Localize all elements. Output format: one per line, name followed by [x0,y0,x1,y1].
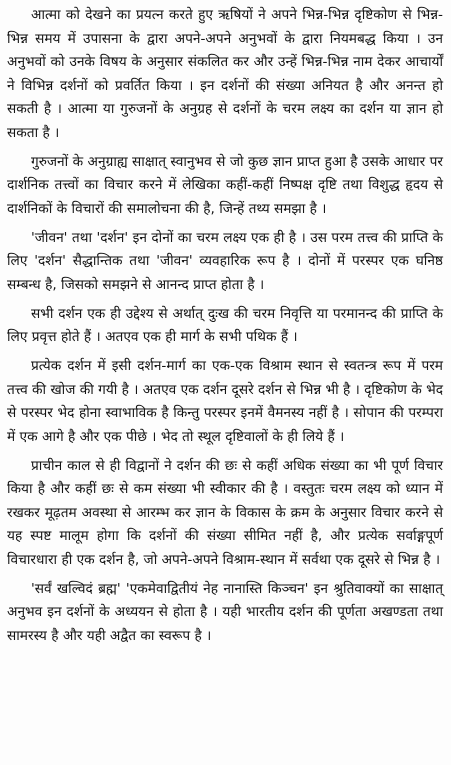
paragraph-4: सभी दर्शन एक ही उद्देश्य से अर्थात् दुःख की चरम निवृत्ति या परमानन्द की प्राप्ति के लिए प्रवृत्त होते हैं । अतएव एक ही मार्ग के सभी पथिक हैं । [7,305,443,345]
paragraph-3: 'जीवन' तथा 'दर्शन' इन दोनों का चरम लक्ष्य एक ही है । उस परम तत्त्व की प्राप्ति के लिए 'दर्शन' सैद्धान्तिक तथा 'जीवन' व्यवहारिक रूप है । दोनों में परस्पर एक घनिष्ठ सम्बन्ध है, जिसको समझने से आनन्द प्राप्त होता है । [7,229,443,293]
paragraph-7: 'सर्वं खल्विदं ब्रह्म' 'एकमेवाद्वितीयं नेह नानास्ति किञ्चन' इन श्रुतिवाक्यों का साक्षात् अनुभव इन दर्शनों के अध्ययन से होता है । यही भारतीय दर्शन की पूर्णता अखण्डता तथा सामरस्य है और यही अद्वैत का स्वरूप है । [7,580,443,644]
paragraph-1: आत्मा को देखने का प्रयत्न करते हुए ऋषियों ने अपने भिन्न-भिन्न दृष्टिकोण से भिन्न-भिन्न समय में उपासना के द्वारा अपने-अपने अनुभवों के द्वारा नियमबद्ध किया । उन अनुभवों को उनके विषय के अनुसार संकलित कर और उन्हें भिन्न-भिन्न नाम देकर आचार्यों ने विभिन्न दर्शनों को प्रवर्तित किया । इन दर्शनों की संख्या अनियत है और अनन्त हो सकती है । आत्मा या गुरुजनों के अनुग्रह से दर्शनों के चरम लक्ष्य का दर्शन या ज्ञान हो सकता है । [7,7,443,141]
paragraph-6: प्राचीन काल से ही विद्वानों ने दर्शन की छः से कहीं अधिक संख्या का भी पूर्ण विचार किया है और कहीं छः से कम संख्या भी स्वीकार की है । वस्तुतः चरम लक्ष्य को ध्यान में रखकर मूढ़तम अवस्था से आरम्भ कर ज्ञान के विकास के क्रम के अनुसार विचार करने से यह स्पष्ट मालूम होगा कि दर्शनों की संख्या सीमित नहीं है, और प्रत्येक सर्वाङ्गपूर्ण विचारधारा ही एक दर्शन है, जो अपने-अपने विश्राम-स्थान में सर्वथा एक दूसरे से भिन्न है । [7,457,443,568]
paragraph-5: प्रत्येक दर्शन में इसी दर्शन-मार्ग का एक-एक विश्राम स्थान से स्वतन्त्र रूप में परम तत्त्व की खोज की गयी है । अतएव एक दर्शन दूसरे दर्शन से भिन्न भी है । दृष्टिकोण के भेद से परस्पर भेद होना स्वाभाविक है किन्तु परस्पर इनमें वैमनस्य नहीं है । सोपान की परम्परा में एक आगे है और एक पीछे । भेद तो स्थूल दृष्टिवालों के ही लिये हैं । [7,358,444,445]
paragraph-2: गुरुजनों के अनुग्राह्य साक्षात् स्वानुभव से जो कुछ ज्ञान प्राप्त हुआ है उसके आधार पर दार्शनिक तत्त्वों का विचार करने में लेखिका कहीं-कहीं निष्पक्ष दृष्टि तथा विशुद्ध हृदय से दार्शनिकों के विचारों की समालोचना की है, जिन्हें तथ्य समझा है । [7,153,443,217]
